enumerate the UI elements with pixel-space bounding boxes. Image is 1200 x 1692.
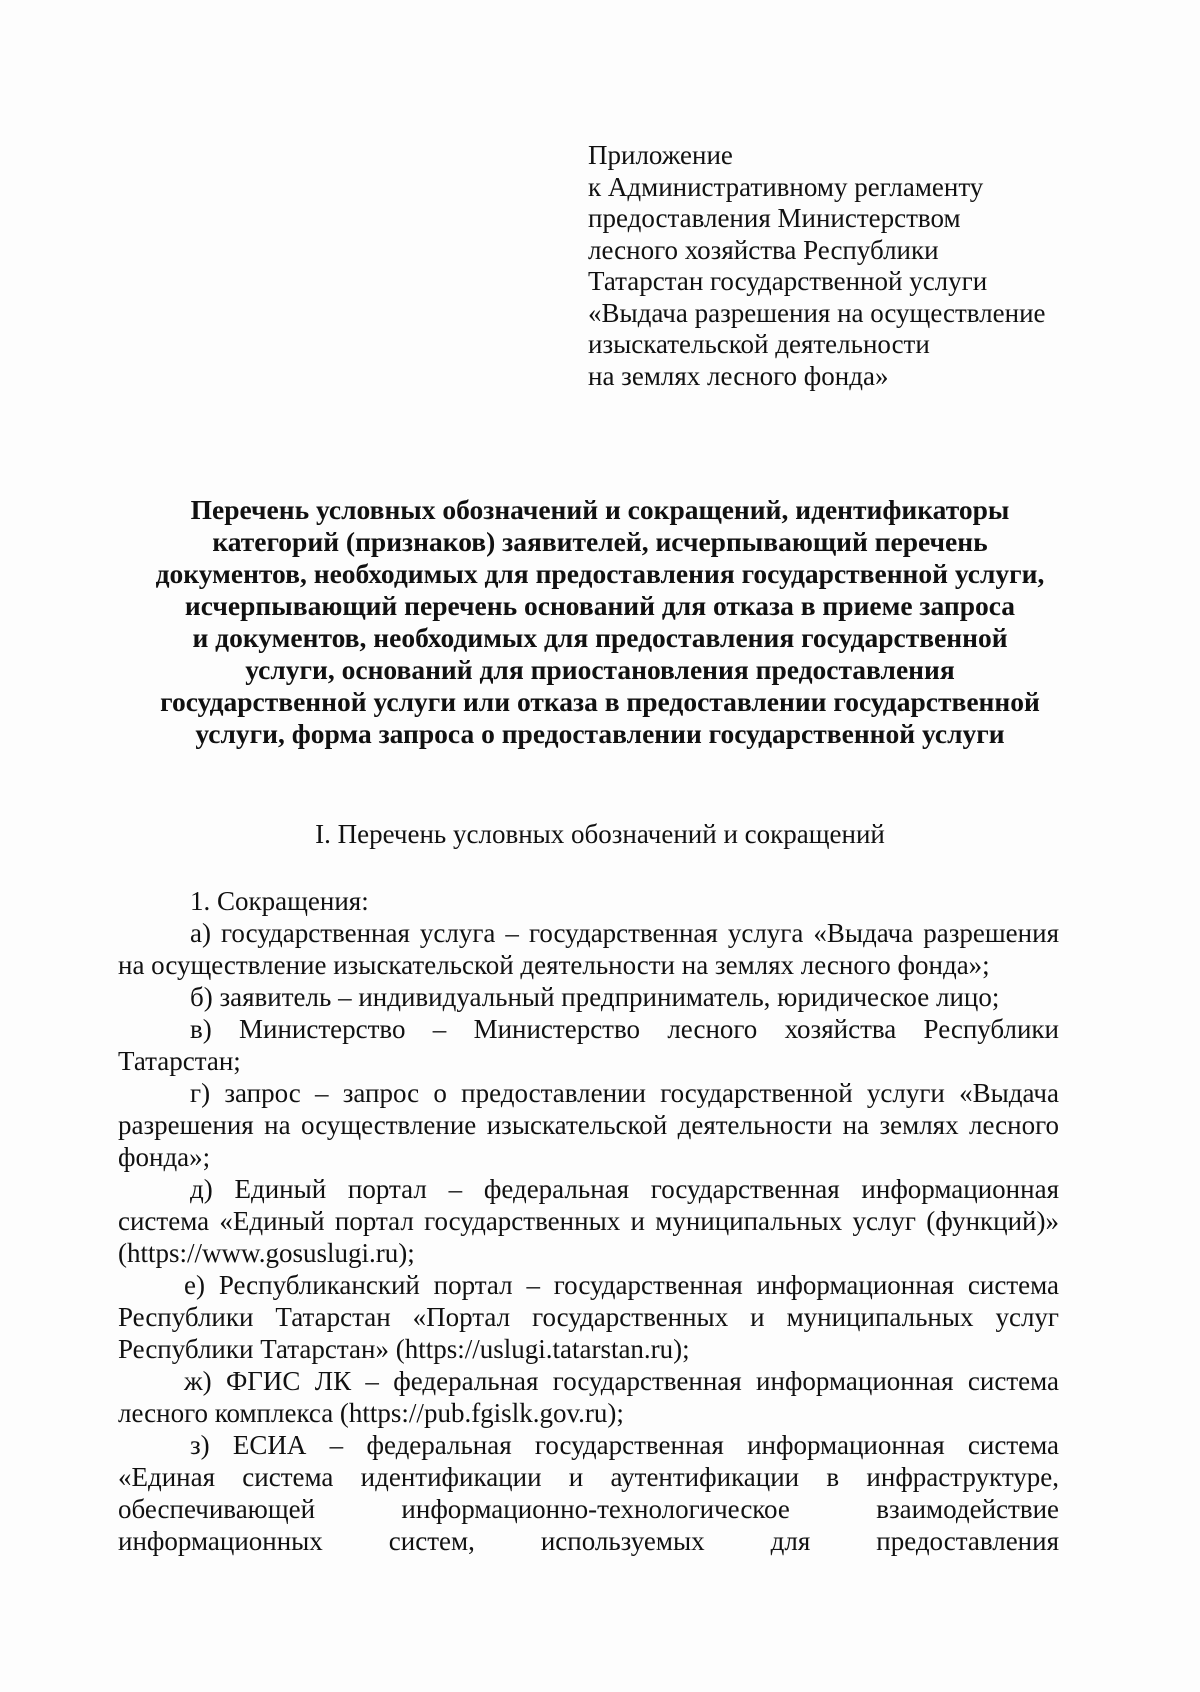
section-heading: I. Перечень условных обозначений и сокращений xyxy=(315,819,885,849)
title-line: исчерпывающий перечень оснований для отказа в приеме запроса xyxy=(184,590,1016,621)
title-line: государственной услуги или отказа в предоставлении государственной xyxy=(160,686,1040,717)
list-item-d: д) Единый портал – федеральная государственная информационная система «Единый портал государственных и муниципальных услуг (функций)» (https://www.gosuslugi.ru); xyxy=(118,1174,1059,1268)
appendix-line: лесного хозяйства Республики xyxy=(588,234,939,265)
title-line: услуги, оснований для приостановления предоставления xyxy=(245,654,955,685)
list-item-v: в) Министерство – Министерство лесного хозяйства Республики Татарстан; xyxy=(118,1014,1059,1076)
body-text xyxy=(118,885,1059,1557)
title-line: категорий (признаков) заявителей, исчерпывающий перечень xyxy=(212,526,988,557)
title-line: и документов, необходимых для предоставления государственной xyxy=(192,622,1008,653)
list-item-e: е) Республиканский портал – государственная информационная система Республики Татарстан «Портал государственных и муниципальных услуг Республики Татарстан» (https://uslugi.tatarstan.ru); xyxy=(118,1270,1059,1364)
appendix-line: «Выдача разрешения на осуществление xyxy=(588,297,1046,328)
list-item-z: з) ЕСИА – федеральная государственная информационная система «Единая система идентификации и аутентификации в инфраструктуре, обеспечивающей информационно-технологическое взаимодействие информационных систем, используемых для предоставления xyxy=(118,1430,1059,1556)
appendix-header xyxy=(588,140,1046,392)
appendix-line: предоставления Министерством xyxy=(588,203,961,233)
title-line: услуги, форма запроса о предоставлении государственной услуги xyxy=(195,718,1005,749)
list-item-a: а) государственная услуга – государственная услуга «Выдача разрешения на осуществление изыскательской деятельности на землях лесного фонда»; xyxy=(118,918,1059,980)
title-line: документов, необходимых для предоставления государственной услуги, xyxy=(155,558,1045,589)
list-item-b: б) заявитель – индивидуальный предприниматель, юридическое лицо; xyxy=(190,982,1000,1012)
document-title xyxy=(100,494,1100,750)
paragraph-abbreviations: 1. Сокращения: xyxy=(190,886,369,916)
appendix-line: к Административному регламенту xyxy=(588,171,984,202)
appendix-line: изыскательской деятельности xyxy=(588,329,930,359)
appendix-line: Татарстан государственной услуги xyxy=(588,266,988,296)
appendix-line: Приложение xyxy=(588,140,733,170)
list-item-g: г) запрос – запрос о предоставлении государственной услуги «Выдача разрешения на осуществление изыскательской деятельности на землях лесного фонда»; xyxy=(118,1078,1059,1172)
appendix-line: на землях лесного фонда» xyxy=(588,360,889,391)
list-item-zh: ж) ФГИС ЛК – федеральная государственная информационная система лесного комплекса (https://pub.fgislk.gov.ru); xyxy=(118,1366,1059,1428)
title-line: Перечень условных обозначений и сокращений, идентификаторы xyxy=(190,494,1010,525)
